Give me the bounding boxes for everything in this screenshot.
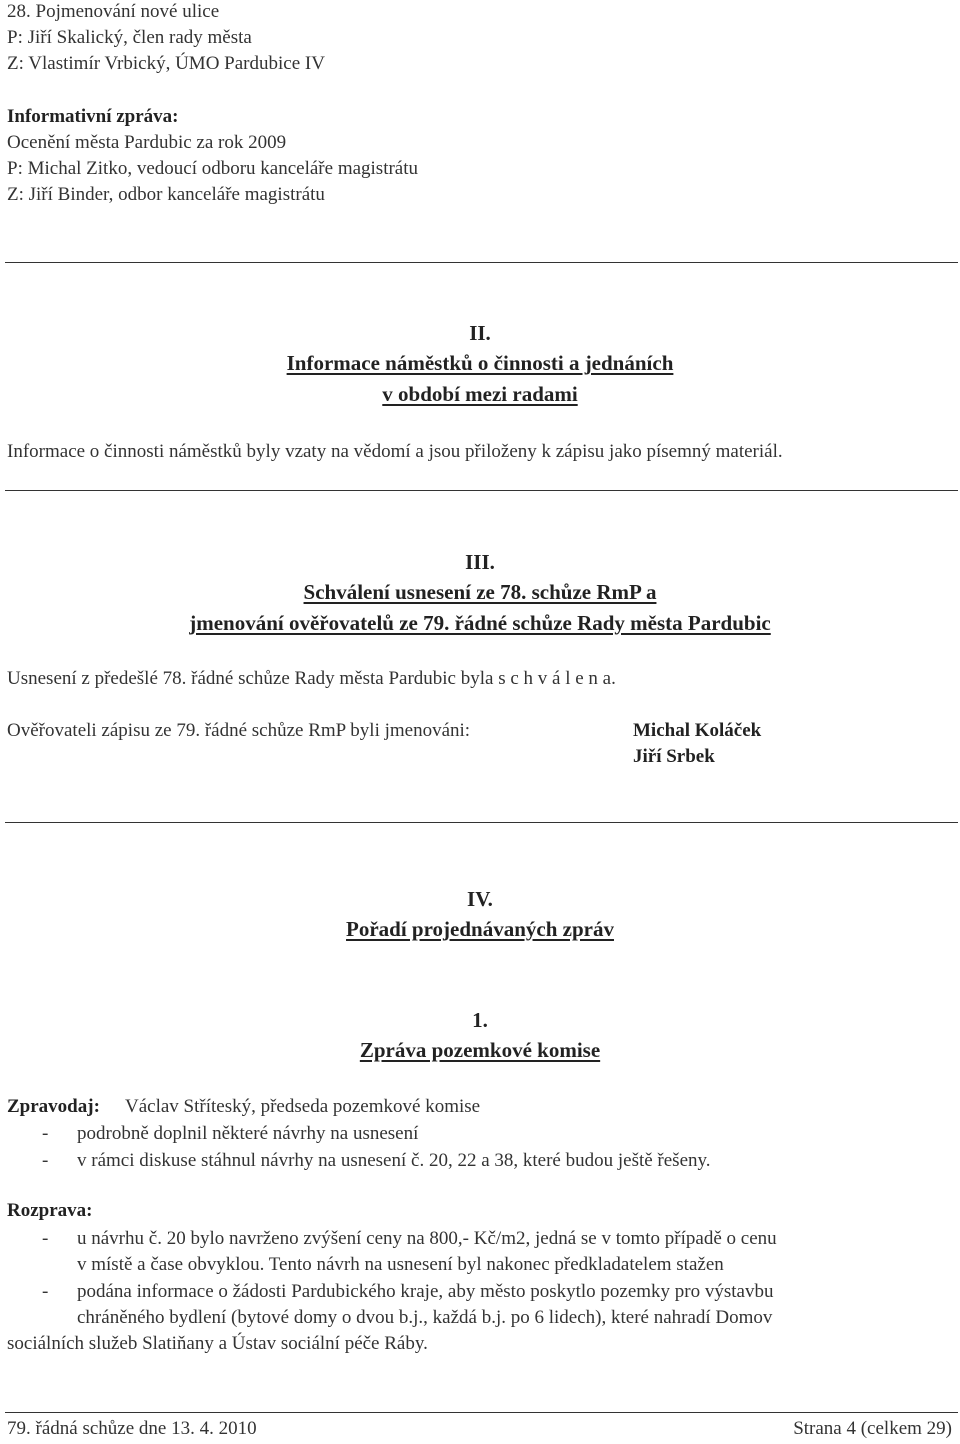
verifier-name: Michal Koláček (633, 720, 762, 741)
informative-report-responsible: Z: Jiří Binder, odbor kanceláře magistrátu (7, 184, 325, 205)
section-2-heading-line2: v období mezi radami (382, 382, 578, 406)
item-28-title: 28. Pojmenování nové ulice (7, 1, 220, 22)
informative-report-presenter: P: Michal Zitko, vedoucí odboru kanceláře magistrátu (7, 158, 419, 179)
rapporteur-bullet: v rámci diskuse stáhnul návrhy na usnesení č. 20, 22 a 38, které budou ještě řešeny. (77, 1150, 711, 1171)
divider (5, 822, 958, 823)
informative-report-title: Ocenění města Pardubic za rok 2009 (7, 132, 287, 153)
bullet-dash: - (42, 1281, 49, 1302)
discussion-bullet-line: v místě a čase obvyklou. Tento návrh na usnesení byl nakonec předkladatelem stažen (77, 1254, 724, 1275)
bullet-dash: - (42, 1150, 49, 1171)
bullet-dash: - (42, 1123, 49, 1144)
section-4-heading: Pořadí projednávaných zpráv (346, 917, 614, 941)
divider (5, 262, 958, 263)
discussion-bullet-line: sociálních služeb Slatiňany a Ústav sociální péče Ráby. (7, 1333, 428, 1354)
rapporteur-label: Zpravodaj: (7, 1096, 100, 1117)
report-title: Zpráva pozemkové komise (359, 1038, 601, 1062)
section-4-numeral: IV. (467, 887, 493, 911)
verifiers-label: Ověřovateli zápisu ze 79. řádné schůze RmP byli jmenováni: (7, 720, 471, 741)
footer-divider (5, 1412, 958, 1413)
footer-meeting: 79. řádná schůze dne 13. 4. 2010 (7, 1418, 257, 1439)
rapporteur-text: Václav Stříteský, předseda pozemkové komise (125, 1096, 481, 1117)
discussion-bullet-line: u návrhu č. 20 bylo navrženo zvýšení ceny na 800,- Kč/m2, jedná se v tomto případě o cenu (77, 1228, 777, 1249)
discussion-label: Rozprava: (7, 1200, 93, 1221)
divider (5, 490, 958, 491)
rapporteur-bullet: podrobně doplnil některé návrhy na usnesení (77, 1123, 419, 1144)
section-3-heading-line2: jmenování ověřovatelů ze 79. řádné schůze Rady města Pardubic (189, 611, 771, 635)
section-3-heading-line1: Schválení usnesení ze 78. schůze RmP a (303, 580, 657, 604)
section-2-numeral: II. (469, 321, 491, 345)
report-number: 1. (472, 1008, 488, 1032)
verifier-name: Jiří Srbek (633, 746, 715, 767)
discussion-bullet-line: podána informace o žádosti Pardubického kraje, aby město poskytlo pozemky pro výstavbu (77, 1281, 774, 1302)
bullet-dash: - (42, 1228, 49, 1249)
informative-report-label: Informativní zpráva: (7, 106, 179, 127)
footer-page-number: Strana 4 (celkem 29) (793, 1418, 952, 1439)
section-2-text: Informace o činnosti náměstků byly vzaty na vědomí a jsou přiloženy k zápisu jako písemný materiál. (7, 441, 783, 462)
section-3-approval-text: Usnesení z předešlé 78. řádné schůze Rady města Pardubic byla s c h v á l e n a. (7, 668, 616, 689)
item-28-presenter: P: Jiří Skalický, člen rady města (7, 27, 252, 48)
section-3-numeral: III. (465, 550, 495, 574)
section-2-heading-line1: Informace náměstků o činnosti a jednáních (286, 351, 674, 375)
item-28-responsible: Z: Vlastimír Vrbický, ÚMO Pardubice IV (7, 53, 325, 74)
discussion-bullet-line: chráněného bydlení (bytové domy o dvou b.j., každá b.j. po 6 lidech), které nahradí Domov (77, 1307, 773, 1328)
